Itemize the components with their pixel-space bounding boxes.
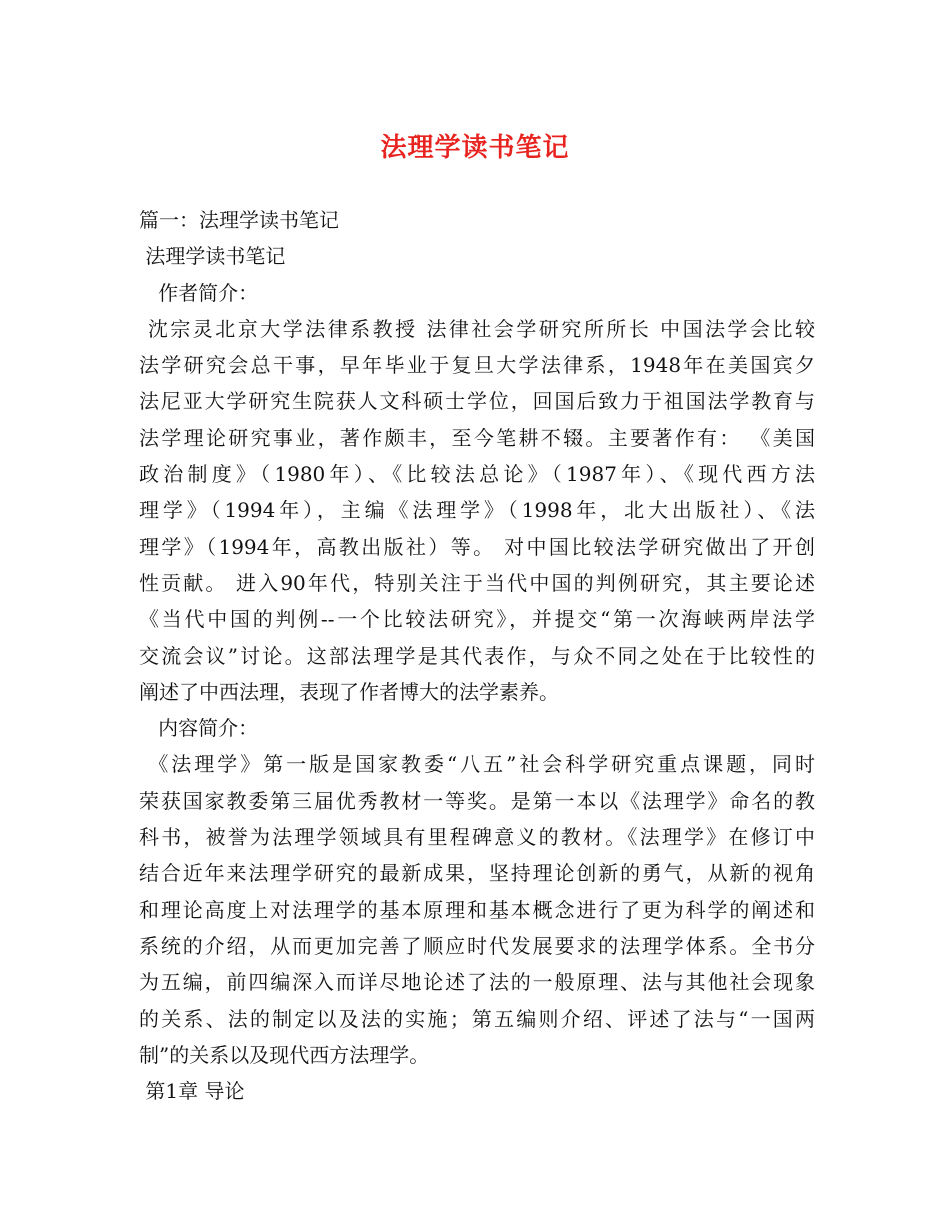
body-line: 制”的关系以及现代西方法理学。: [139, 1042, 430, 1067]
body-line: 内容简介：: [139, 716, 259, 741]
body-line: 理学》（1994年），主编《法理学》（1998年，北大出版社）、《法: [139, 498, 815, 523]
body-line: 篇一：法理学读书笔记: [139, 208, 339, 232]
body-line: 交流会议”讨论。这部法理学是其代表作，与众不同之处在于比较性的: [139, 643, 815, 668]
body-line: 沈宗灵北京大学法律系教授 法律社会学研究所所长 中国法学会比较: [139, 316, 815, 341]
body-line: 的关系、法的制定以及法的实施；第五编则介绍、评述了法与“一国两: [139, 1006, 815, 1031]
document-body: [139, 202, 815, 1109]
body-line: 法学理论研究事业，著作颇丰，至今笔耕不辍。主要著作有： 《美国: [139, 425, 815, 450]
body-line: 《法理学》第一版是国家教委“八五”社会科学研究重点课题，同时: [139, 752, 815, 777]
body-line: 系统的介绍，从而更加完善了顺应时代发展要求的法理学体系。全书分: [139, 933, 815, 958]
body-line: 法尼亚大学研究生院获人文科硕士学位，回国后致力于祖国法学教育与: [139, 389, 815, 414]
body-line: 法理学读书笔记: [139, 244, 286, 269]
body-line: 为五编，前四编深入而详尽地论述了法的一般原理、法与其他社会现象: [139, 970, 815, 995]
body-line: 政治制度》（1980年）、《比较法总论》（1987年）、《现代西方法: [139, 462, 815, 487]
body-line: 第1章 导论: [139, 1079, 245, 1104]
body-line: 阐述了中西法理，表现了作者博大的法学素养。: [139, 679, 559, 704]
body-line: 结合近年来法理学研究的最新成果，坚持理论创新的勇气，从新的视角: [139, 861, 815, 886]
body-line: 理学》（1994年，高教出版社）等。 对中国比较法学研究做出了开创: [139, 534, 815, 559]
document-title: 法理学读书笔记: [380, 133, 570, 163]
body-line: 科书，被誉为法理学领域具有里程碑意义的教材。《法理学》在修订中: [139, 825, 815, 850]
body-line: 和理论高度上对法理学的基本原理和基本概念进行了更为科学的阐述和: [139, 897, 815, 922]
body-line: 作者简介：: [139, 280, 259, 305]
body-line: 性贡献。 进入90年代，特别关注于当代中国的判例研究，其主要论述: [139, 570, 815, 595]
body-line: 《当代中国的判例--一个比较法研究》，并提交“第一次海峡两岸法学: [139, 607, 815, 632]
body-line: 荣获国家教委第三届优秀教材一等奖。是第一本以《法理学》命名的教: [139, 788, 815, 813]
body-line: 法学研究会总干事，早年毕业于复旦大学法律系，1948年在美国宾夕: [139, 353, 815, 378]
